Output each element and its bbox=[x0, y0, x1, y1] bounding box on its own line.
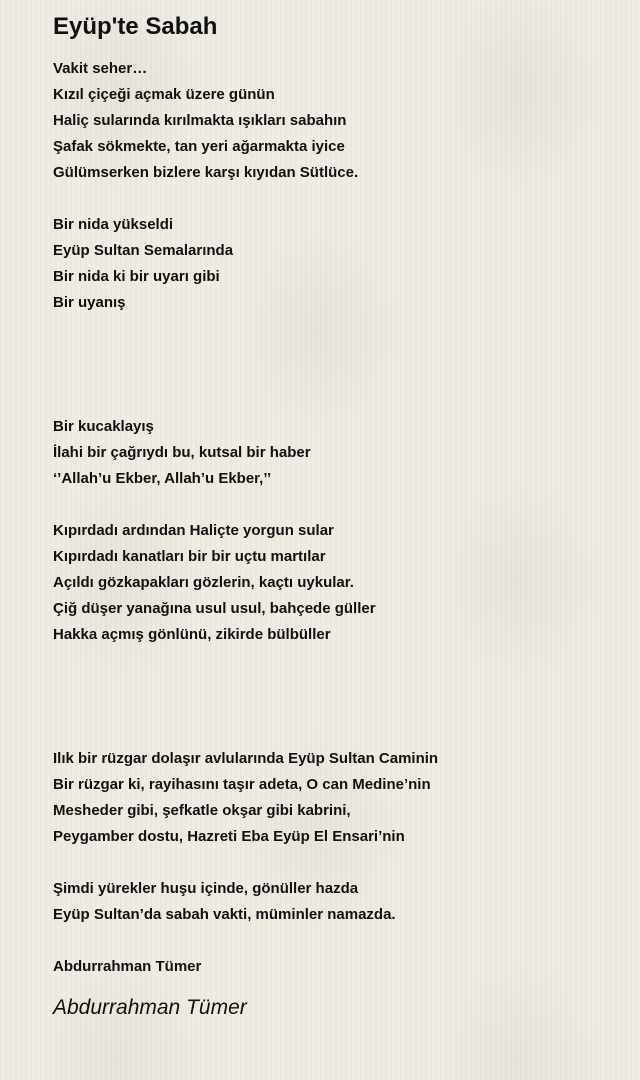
poem-line: Bir uyanış bbox=[53, 294, 126, 311]
poem-line: Kızıl çiçeği açmak üzere günün bbox=[53, 86, 275, 103]
stanza-gap bbox=[53, 186, 613, 212]
poem-line: Bir kucaklayış bbox=[53, 418, 154, 435]
author-name: Abdurrahman Tümer bbox=[53, 958, 202, 975]
poem-line: Çiğ düşer yanağına usul usul, bahçede güller bbox=[53, 600, 376, 617]
poem-line: Haliç sularında kırılmakta ışıkları sabahın bbox=[53, 112, 347, 129]
poem-line: Peygamber dostu, Hazreti Eba Eyüp El Ensari’nin bbox=[53, 828, 405, 845]
poem-title: Eyüp'te Sabah bbox=[53, 13, 218, 40]
poem-container bbox=[53, 12, 613, 1022]
poem-line: Eyüp Sultan Semalarında bbox=[53, 242, 234, 259]
poem-line: Kıpırdadı ardından Haliçte yorgun sular bbox=[53, 522, 334, 539]
stanza-gap bbox=[53, 648, 613, 746]
poem-line: Ilık bir rüzgar dolaşır avlularında Eyüp Sultan Caminin bbox=[53, 750, 439, 767]
poem-line: Bir nida yükseldi bbox=[53, 216, 174, 233]
poem-line: Eyüp Sultan’da sabah vakti, müminler namazda. bbox=[53, 906, 396, 923]
author-signature: Abdurrahman Tümer bbox=[53, 996, 247, 1019]
poem-line: Bir rüzgar ki, rayihasını taşır adeta, O can Medine’nin bbox=[53, 776, 431, 793]
stanza-2 bbox=[53, 212, 613, 316]
stanza-gap bbox=[53, 928, 613, 954]
poem-line: Şimdi yürekler huşu içinde, gönüller hazda bbox=[53, 880, 359, 897]
poem-line: Vakit seher… bbox=[53, 60, 148, 77]
poem-line: Kıpırdadı kanatları bir bir uçtu martılar bbox=[53, 548, 326, 565]
stanza-3 bbox=[53, 414, 613, 492]
poem-line: ‘’Allah’u Ekber, Allah’u Ekber,’’ bbox=[53, 470, 272, 487]
stanza-6 bbox=[53, 876, 613, 928]
poem-line: Mesheder gibi, şefkatle okşar gibi kabrini, bbox=[53, 802, 351, 819]
poem-line: Açıldı gözkapakları gözlerin, kaçtı uykular. bbox=[53, 574, 354, 591]
stanza-4 bbox=[53, 518, 613, 648]
stanza-5 bbox=[53, 746, 613, 850]
stanza-1 bbox=[53, 56, 613, 186]
stanza-gap bbox=[53, 850, 613, 876]
poem-line: Hakka açmış gönlünü, zikirde bülbüller bbox=[53, 626, 331, 643]
poem-line: Gülümserken bizlere karşı kıyıdan Sütlüce. bbox=[53, 164, 359, 181]
poem-line: Bir nida ki bir uyarı gibi bbox=[53, 268, 220, 285]
stanza-gap bbox=[53, 492, 613, 518]
poem-line: İlahi bir çağrıydı bu, kutsal bir haber bbox=[53, 444, 311, 461]
poem-line: Şafak sökmekte, tan yeri ağarmakta iyice bbox=[53, 138, 345, 155]
stanza-gap bbox=[53, 316, 613, 414]
